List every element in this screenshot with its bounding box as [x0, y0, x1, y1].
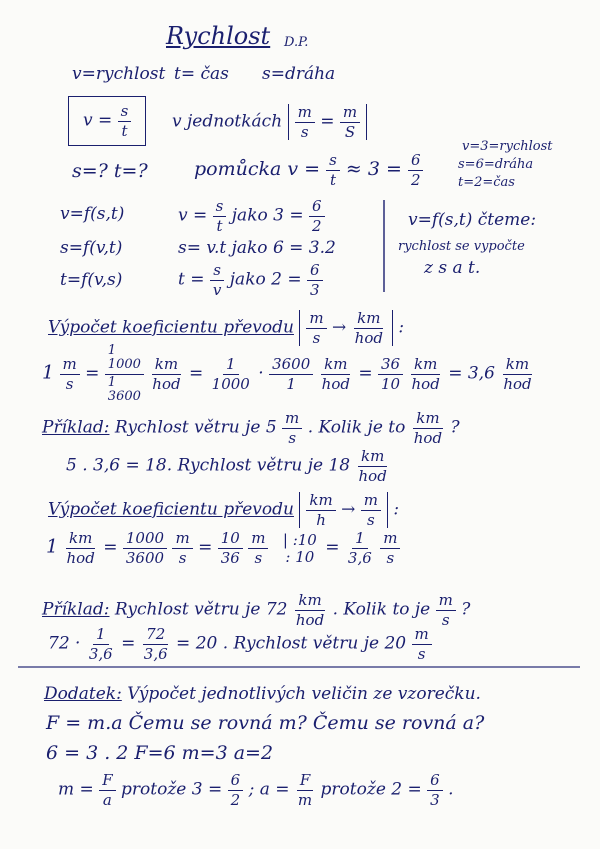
c2-s: s [178, 548, 187, 567]
e3-jako: jako 2 = [229, 269, 302, 290]
c1-b-d: 1000 [211, 374, 250, 393]
ex2-u-n: km [295, 592, 324, 611]
ex2-question: . Kolik to je [332, 599, 431, 620]
c2-div-2: : 10 [285, 548, 315, 566]
ap-f2: F [297, 772, 313, 791]
mnemonic-question: s=? t=? [72, 160, 148, 182]
c2-b-d: 36 [220, 548, 240, 567]
ap-protoze-1: protože 3 = [121, 779, 223, 800]
coef2-from-den: h [316, 510, 326, 529]
c1-eq4: = 3,6 [448, 363, 495, 384]
c2-a-n: 1000 [123, 530, 167, 549]
c1-hod-4: hod [503, 374, 532, 393]
ex1-calc: 5 . 3,6 = 18. Rychlost větru je 18 [66, 455, 351, 476]
c2-eq2: = [198, 537, 213, 558]
relation-e1 [178, 198, 325, 234]
c1-a-n: 1 [107, 343, 117, 358]
c1-s: s [65, 374, 74, 393]
legend-t: t= čas [174, 64, 229, 84]
coef1-heading: Výpočet koeficientu převodu [48, 317, 294, 338]
coef2-from-num: km [306, 492, 335, 511]
c1-b-n: 1 [223, 356, 239, 375]
c2-hod: hod [66, 548, 95, 567]
ap-d4: 3 [430, 790, 440, 809]
coef1-to-num: km [354, 310, 383, 329]
example1-calc [66, 448, 390, 484]
ex1-text: Rychlost větru je 5 [114, 417, 277, 438]
ex1-q-d: hod [413, 428, 443, 447]
units-eq: = [320, 111, 335, 132]
mnemonic-num-2: 6 [408, 152, 424, 171]
formula-fraction [118, 103, 132, 139]
e3-num: s [210, 262, 224, 281]
ex2-calc-a: 72 · [48, 633, 81, 654]
units-label: v jednotkách [172, 111, 283, 132]
coef1-heading-line [48, 310, 404, 346]
coef1-derivation [42, 344, 535, 404]
relation-f1: v=f(s,t) [60, 204, 125, 224]
c2-eq3: = [325, 537, 340, 558]
mnemonic-den-1: t [329, 170, 336, 189]
units-bracket [288, 104, 368, 140]
c2-m: m [172, 530, 192, 549]
coef2-arrow: → [341, 499, 356, 520]
c1-hod-2: hod [321, 374, 350, 393]
appendix-label: Dodatek: [44, 684, 122, 704]
unit-den-2: S [344, 122, 356, 141]
appendix-line-3 [58, 772, 454, 808]
mnemonic-line [194, 152, 423, 188]
ap-n4: 6 [427, 772, 443, 791]
example2-line [42, 592, 470, 628]
coef1-from-num: m [306, 310, 326, 329]
c1-lead: 1 [42, 361, 55, 384]
c1-hod: hod [152, 374, 181, 393]
ex2-d-d: 3,6 [143, 644, 168, 663]
ex2-c-d: 3,6 [88, 644, 113, 663]
ex1-q-n: km [413, 410, 442, 429]
ap-a-lhs: ; a = [248, 779, 290, 800]
c1-dot: · [258, 363, 264, 384]
c2-div: | :10 [282, 530, 317, 549]
ex1-u-n: m [282, 410, 302, 429]
legend-s: s=dráha [262, 64, 336, 84]
mnemonic-den-2: 2 [410, 170, 421, 189]
ex2-u-d: hod [295, 610, 325, 629]
author-initials: D.P. [284, 35, 309, 50]
e1-num: s [213, 198, 227, 217]
ex2-q-n: m [436, 592, 456, 611]
mnemonic-rule-1: v=3=rychlost [462, 139, 553, 154]
e3-lhs: t = [178, 269, 205, 290]
coef2-to-den: s [367, 510, 375, 529]
relation-f3: t=f(v,s) [60, 270, 123, 290]
c2-s-3: s [386, 548, 395, 567]
coef2-heading: Výpočet koeficientu převodu [48, 499, 294, 520]
c1-km-3: km [411, 356, 440, 375]
units-line [172, 104, 367, 140]
c1-km: km [152, 356, 181, 375]
coef2-colon: : [393, 499, 400, 520]
ap-m-lhs: m = [58, 779, 94, 800]
relation-note-1: v=f(s,t) čteme: [408, 210, 537, 230]
ap-a1: a [102, 790, 112, 809]
c1-eq2: = [189, 363, 204, 384]
c1-big-num [105, 344, 144, 375]
c1-a-d2: 3600 [107, 388, 141, 404]
ex2-text: Rychlost větru je 72 [114, 599, 288, 620]
unit-num-1: m [295, 104, 315, 123]
c1-big-den [105, 375, 144, 405]
relation-note-3: z s a t. [424, 258, 481, 278]
c1-km-4: km [503, 356, 532, 375]
c1-c-d: 1 [286, 374, 296, 393]
ex2-qmark: ? [461, 599, 471, 620]
c2-c-d: 3,6 [347, 548, 372, 567]
coef2-to-num: m [361, 492, 381, 511]
e1-lhs: v = [178, 205, 208, 226]
c1-a-d1: 1 [107, 374, 117, 390]
ex2-d-n: 72 [143, 626, 168, 645]
c2-m-2: m [248, 530, 268, 549]
appendix-head: Výpočet jednotlivých veličin ze vzorečku. [127, 684, 481, 704]
c1-c-n: 3600 [269, 356, 313, 375]
mnemonic-num-1: s [326, 152, 340, 171]
c2-km: km [66, 530, 95, 549]
coef2-heading-line [48, 492, 399, 528]
formula-box [68, 96, 146, 146]
e1-den: t [216, 216, 223, 235]
c2-lead: 1 [46, 535, 59, 558]
mnemonic-label: pomůcka v = [194, 158, 321, 180]
e3-den: v [212, 280, 222, 299]
mnemonic-rule-3: t=2=čas [458, 175, 515, 190]
relation-f2: s=f(v,t) [60, 238, 123, 258]
e3-num-2: 6 [307, 262, 323, 281]
c1-m: m [60, 356, 80, 375]
e1-den-2: 2 [312, 216, 322, 235]
c1-d-n: 36 [378, 356, 403, 375]
unit-den-1: s [300, 122, 309, 141]
mnemonic-rule-2: s=6=dráha [458, 157, 534, 172]
c1-a-n2: 1000 [107, 357, 141, 373]
ap-m2: m [297, 790, 313, 809]
ex1-u-d: s [288, 428, 297, 447]
ap-n2: 6 [228, 772, 244, 791]
appendix-line-1: F = m.a Čemu se rovná m? Čemu se rovná a? [46, 712, 485, 734]
page-title: Rychlost [166, 22, 271, 50]
example1-line [42, 410, 460, 446]
ex2-r-n: m [412, 626, 432, 645]
c2-a-d: 3600 [125, 548, 165, 567]
formula-den: t [121, 121, 128, 140]
ex2-tail: = 20 . Rychlost větru je 20 [176, 633, 407, 654]
relation-note-2: rychlost se vypočte [398, 239, 525, 254]
formula-num: s [118, 103, 132, 122]
relation-e3 [178, 262, 323, 298]
c2-c-n: 1 [352, 530, 368, 549]
c2-eq1: = [103, 537, 118, 558]
ex2-eq: = [121, 633, 136, 654]
ex2-r-d: s [417, 644, 426, 663]
legend-v: v=rychlost [72, 64, 166, 84]
c2-b-n: 10 [218, 530, 243, 549]
c1-km-2: km [321, 356, 350, 375]
c1-d-d: 10 [381, 374, 401, 393]
c1-hod-3: hod [411, 374, 440, 393]
c1-eq1: = [85, 363, 100, 384]
ex1-qmark: ? [450, 417, 460, 438]
e1-num-2: 6 [309, 198, 325, 217]
appendix-heading-line [44, 686, 481, 703]
coef1-arrow: → [332, 317, 347, 338]
c2-s-2: s [254, 548, 263, 567]
ex1-question: . Kolik je to [307, 417, 406, 438]
ex1-label: Příklad: [42, 417, 110, 438]
c1-eq3: = [358, 363, 373, 384]
e3-den-2: 3 [310, 280, 320, 299]
unit-num-2: m [340, 104, 360, 123]
ex2-q-d: s [441, 610, 450, 629]
c2-m-3: m [380, 530, 400, 549]
coef2-derivation [46, 530, 400, 566]
ap-protoze-2: protože 2 = [320, 779, 422, 800]
ap-f1: F [99, 772, 115, 791]
e1-jako: jako 3 = [231, 205, 304, 226]
example2-calc [48, 626, 432, 662]
mnemonic-approx: ≈ 3 = [345, 158, 402, 180]
coef1-colon: : [398, 317, 405, 338]
coef1-to-den: hod [354, 328, 383, 347]
ex2-label: Příklad: [42, 599, 110, 620]
relation-e2: s= v.t jako 6 = 3.2 [178, 238, 336, 258]
appendix-line-2: 6 = 3 . 2 F=6 m=3 a=2 [46, 742, 274, 764]
ex2-c-n: 1 [93, 626, 109, 645]
formula-lhs: v = [83, 110, 113, 131]
coef1-from-den: s [312, 328, 321, 347]
ap-period: . [448, 779, 454, 800]
ex1-r-d: hod [358, 466, 387, 485]
ap-d2: 2 [230, 790, 241, 809]
ex1-r-n: km [358, 448, 387, 467]
